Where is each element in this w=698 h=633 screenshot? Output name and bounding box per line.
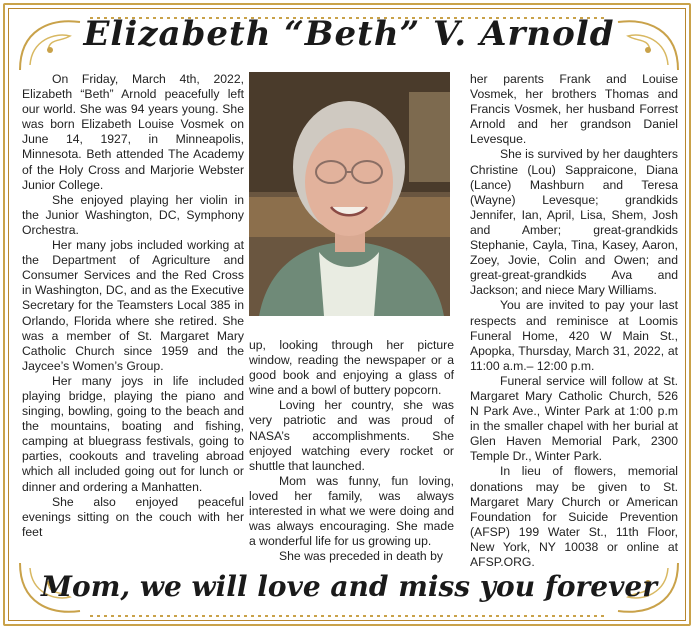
paragraph: her parents Frank and Louise Vosmek, her brothers Thomas and Francis Vosmek, her husband Forrest Arnold and her grandson Daniel Levesque. [470,72,678,147]
paragraph: Her many joys in life included playing bridge, playing the piano and singing, bowling, going to the beach and the mountains, boating and fishing, camping at bluegrass festivals, going to parties, cookouts and traveling abroad which all included going out for lunch or dinner and ordering a Manhatten. [22,373,244,494]
paragraph: On Friday, March 4th, 2022, Elizabeth “Beth” Arnold peacefully left our world. She was 94 years young. She was born Elizabeth Louise Vosmek on June 14, 1927, in Minneapolis, Minnesota. Beth attended The Academy of the Holy Cross and Marjorie Webster Junior College. [22,72,244,192]
bottom-ornamental-line [90,610,608,622]
column-3 [470,72,678,570]
paragraph: She enjoyed playing her violin in the Junior Washington, DC, Symphony Orchestra. [22,192,244,237]
paragraph: Loving her country, she was very patriotic and was proud of NASA’s accomplishments. She enjoyed watching every rocket or shuttle that launched. [249,398,454,473]
paragraph: She was preceded in death by [279,549,443,564]
obituary-title: Elizabeth “Beth” V. Arnold [83,14,615,54]
paragraph: Funeral service will follow at St. Margaret Mary Catholic Church, 526 N Park Ave., Winter Park at 1:00 p.m in the smaller chapel with her burial at Glen Haven Memorial Park, 2300 Temple Dr., Winter Park. [470,373,678,464]
paragraph: Mom was funny, fun loving, loved her family, was always interested in what we were doing and was always encouraging. She made a wonderful life for us growing up. [249,473,454,549]
paragraph: She is survived by her daughters Christine (Lou) Sappraicone, Diana (Lance) Mashburn and Teresa (Wayne) Levesque; grandkids Jennifer, Ian, April, Lisa, Shem, Josh and Amber; great-grandkids Stephanie, Cayla, Tina, Kasey, Aaron, Zoey, Jovie, Colin and Owen; and great-great-grandkids Ava and Jackson; and niece Mary Williams. [470,147,678,298]
column-1 [22,72,244,540]
paragraph: In lieu of flowers, memorial donations may be given to St. Margaret Mary Church or American Foundation for Suicide Prevention (AFSP) 199 Water St., 11th Floor, New York, NY 10038 or online at AFSP.ORG. [470,464,678,569]
paragraph: She also enjoyed peaceful evenings sitting on the couch with her feet [22,494,244,539]
column-2 [249,338,454,564]
footer-tagline: Mom, we will love and miss you forever [41,570,657,603]
paragraph: You are invited to pay your last respects and reminisce at Loomis Funeral Home, 420 W Main St., Apopka, Thursday, March 31, 2022, at 11:00 a.m.– 12:00 p.m. [470,298,678,373]
paragraph: Her many jobs included working at the Department of Agriculture and Consumer Services and the Red Cross in Washington, DC, and as the Executive Secretary for the Teamsters Local 385 in Orlando, Florida where she retired. She was a member of St. Margaret Mary Catholic Church since 1959 and the Jaycee’s Women’s Group. [22,238,244,373]
paragraph: up, looking through her picture window, reading the newspaper or a good book and enjoying a glass of wine and a bowl of buttery popcorn. [249,338,454,398]
portrait-photo [249,72,450,316]
